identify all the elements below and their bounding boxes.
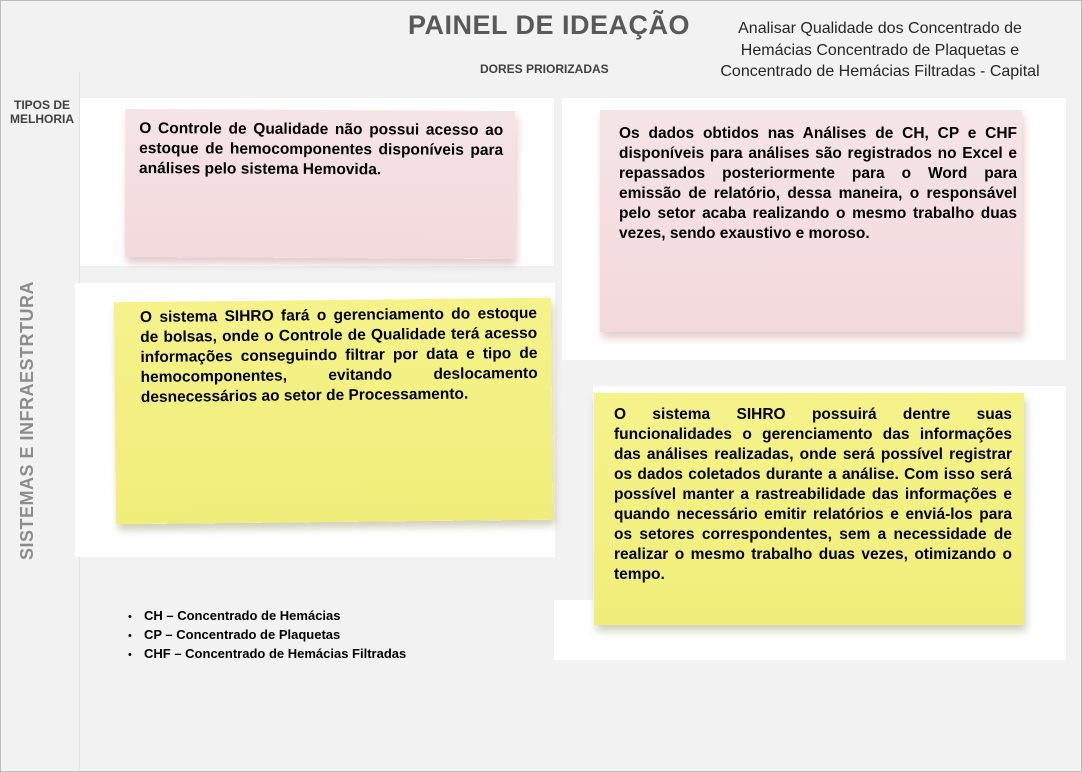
section-subtitle: DORES PRIORIZADAS [480, 62, 609, 76]
sticky-note-idea-2 [594, 393, 1024, 625]
legend-item [128, 645, 406, 664]
sticky-note-pain-2 [600, 110, 1022, 332]
project-description-line: Hemácias Concentrado de Plaquetas e [740, 41, 1020, 59]
page-title: PAINEL DE IDEAÇÃO [408, 10, 691, 40]
sticky-note-pain-1 [125, 109, 516, 259]
bullet-icon: • [128, 630, 132, 642]
legend-item-text: CP – Concentrado de Plaquetas [144, 627, 341, 642]
abbreviation-legend [128, 607, 406, 664]
project-description [700, 18, 1060, 83]
bullet-icon: • [128, 611, 132, 623]
sticky-note-text: O sistema SIHRO fará o gerenciamento do estoque de bolsas, onde o Controle de Qualidade terá acesso informações conseguindo filtrar por data e tipo de hemocomponentes, evitando deslocamento desnecessários ao setor de Processamento. [139, 304, 538, 407]
sticky-note-text: O sistema SIHRO possuirá dentre suas funcionalidades o gerenciamento das informações das análises realizadas, onde será possível registrar os dados coletados durante a análise. Com isso será possível manter a rastreabilidade das informações e quando necessário emitir relatórios e enviá-los para os setores correspondentes, sem a necessidade de realizar o mesmo trabalho duas vezes, otimizando o tempo. [614, 406, 1012, 583]
sticky-note-text: O Controle de Qualidade não possui acesso ao estoque de hemocomponentes disponíveis para análises pelo sistema Hemovida. [139, 120, 504, 179]
category-label: SISTEMAS E INFRAESTRTURA [16, 280, 37, 560]
legend-item [128, 607, 406, 626]
bullet-icon: • [128, 649, 132, 661]
project-description-line: Analisar Qualidade dos Concentrado de [738, 20, 1022, 37]
legend-item-text: CH – Concentrado de Hemácias [144, 608, 341, 623]
improvement-types-label: TIPOS DE MELHORIA [10, 98, 74, 126]
project-description-line: Concentrado de Hemácias Filtradas - Capital [720, 63, 1040, 80]
sticky-note-text: Os dados obtidos nas Análises de CH, CP e CHF disponíveis para análises são registrados no Excel e repassados posteriormente para o Word para emissão de relatório, dessa maneira, o responsável pelo setor acaba realizando o mesmo trabalho duas vezes, sendo exaustivo e moroso. [619, 125, 1017, 242]
category-label-container [0, 270, 54, 570]
legend-item-text: CHF – Concentrado de Hemácias Filtradas [144, 646, 407, 661]
legend-item [128, 626, 406, 645]
sticky-note-idea-1 [114, 298, 553, 525]
